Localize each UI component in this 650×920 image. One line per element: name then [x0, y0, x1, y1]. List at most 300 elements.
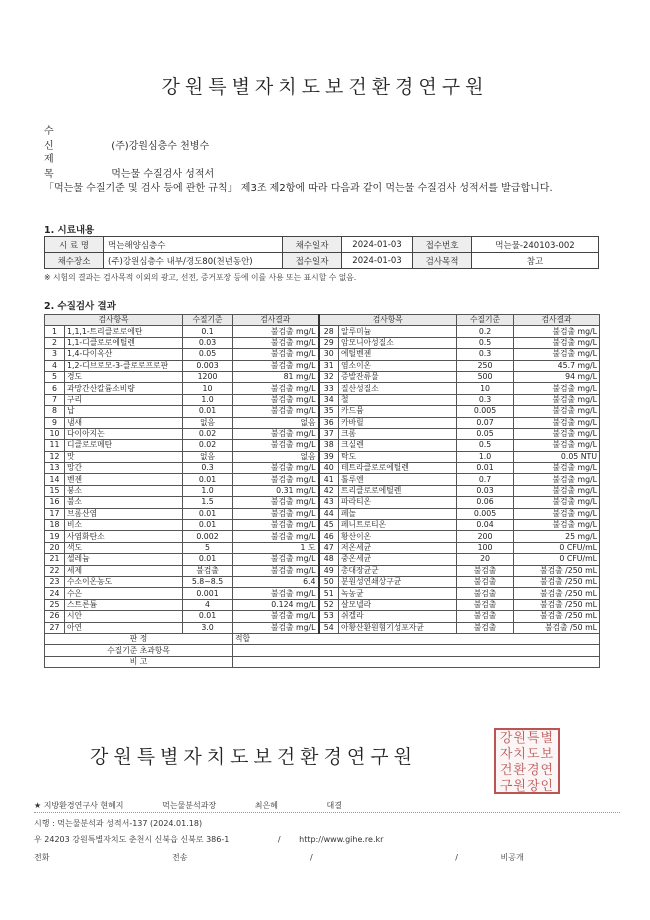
table-row	[45, 349, 600, 360]
item-no: 8	[45, 406, 65, 417]
table-row	[45, 394, 600, 405]
item-result: 0.05 NTU	[514, 451, 600, 462]
sample-info-row	[45, 237, 599, 253]
item-no: 18	[45, 520, 65, 531]
footer-sep: /	[277, 835, 281, 844]
item-standard: 5.8~8.5	[183, 576, 233, 587]
info-cell: 2024-01-03	[342, 237, 413, 253]
item-no: 19	[45, 531, 65, 542]
table-row	[45, 576, 600, 587]
subject-value: 먹는물 수질검사 성적서	[111, 169, 215, 180]
item-name: 저온세균	[339, 542, 457, 553]
item-no: 36	[319, 417, 339, 428]
footer-fax-label: 전송	[172, 853, 188, 862]
item-result: 불검출 mg/L	[514, 497, 600, 508]
header-cell: 검사항목	[45, 315, 183, 326]
item-name: 카바릴	[339, 417, 457, 428]
header-cell: 수질기준	[183, 315, 233, 326]
item-name: 비소	[65, 520, 183, 531]
table-row	[45, 326, 600, 337]
seal-text: 구원장인	[499, 779, 555, 794]
item-name: 중온세균	[339, 554, 457, 565]
official-seal-stamp	[494, 728, 560, 794]
item-standard: 10	[457, 383, 514, 394]
item-result: 25 mg/L	[514, 531, 600, 542]
item-no: 11	[45, 440, 65, 451]
item-no: 23	[45, 576, 65, 587]
table-row	[45, 360, 600, 371]
subject-label: 제 목	[44, 154, 72, 180]
item-standard: 250	[457, 360, 514, 371]
item-standard: 0.005	[457, 508, 514, 519]
item-name: 냄새	[65, 417, 183, 428]
item-standard: 0.001	[183, 588, 233, 599]
table-row	[45, 474, 600, 485]
summary-row	[45, 656, 600, 667]
info-cell: 2024-01-03	[342, 253, 413, 269]
signature-org: 강원특별자치도보건환경연구원	[90, 746, 417, 768]
item-result: 불검출 mg/L	[233, 440, 319, 451]
item-no: 20	[45, 542, 65, 553]
item-no: 29	[319, 337, 339, 348]
item-result: 없음	[233, 451, 319, 462]
item-no: 54	[319, 622, 339, 633]
info-cell: 채수일자	[283, 237, 342, 253]
header-cell: 검사결과	[233, 315, 319, 326]
item-name: 크롬	[339, 428, 457, 439]
info-cell: 먹는물-240103-002	[472, 237, 599, 253]
item-standard: 불검출	[457, 576, 514, 587]
item-standard: 0.3	[183, 463, 233, 474]
item-result: 불검출 mg/L	[514, 428, 600, 439]
table-row	[45, 428, 600, 439]
item-result: 불검출 mg/L	[514, 417, 600, 428]
info-cell: 접수일자	[283, 253, 342, 269]
item-result: 불검출 mg/L	[514, 394, 600, 405]
item-result: 불검출 mg/L	[514, 406, 600, 417]
item-no: 24	[45, 588, 65, 599]
item-result: 불검출 mg/L	[514, 508, 600, 519]
table-row	[45, 497, 600, 508]
item-result: 불검출 mg/L	[233, 497, 319, 508]
footer-address: 우 24203 강원특별자치도 춘천시 신북읍 신북로 386-1	[34, 835, 230, 844]
item-standard: 0.02	[183, 440, 233, 451]
item-no: 31	[319, 360, 339, 371]
summary-row	[45, 633, 600, 644]
item-no: 17	[45, 508, 65, 519]
item-no: 7	[45, 394, 65, 405]
item-name: 탁도	[339, 451, 457, 462]
item-name: 증발잔류물	[339, 371, 457, 382]
item-standard: 0.03	[183, 337, 233, 348]
table-row	[45, 337, 600, 348]
item-standard: 0.01	[183, 520, 233, 531]
info-cell: (주)강원심층수 내부/경도80(천년동안)	[104, 253, 283, 269]
item-standard: 3.0	[183, 622, 233, 633]
item-standard: 20	[457, 554, 514, 565]
item-result: 불검출 mg/L	[233, 337, 319, 348]
item-result: 불검출 /250 mL	[514, 565, 600, 576]
item-no: 27	[45, 622, 65, 633]
item-result: 0.31 mg/L	[233, 485, 319, 496]
item-name: 암모니아성질소	[339, 337, 457, 348]
item-no: 25	[45, 599, 65, 610]
item-standard: 10	[183, 383, 233, 394]
item-no: 40	[319, 463, 339, 474]
item-name: 쉬겔라	[339, 611, 457, 622]
footer-disclosure: 비공개	[500, 853, 524, 862]
item-name: 1,4-다이옥산	[65, 349, 183, 360]
table-row	[45, 485, 600, 496]
summary-label: 비 고	[45, 656, 233, 667]
item-result: 불검출 mg/L	[233, 565, 319, 576]
item-no: 45	[319, 520, 339, 531]
item-name: 붕소	[65, 485, 183, 496]
item-no: 12	[45, 451, 65, 462]
item-result: 불검출 mg/L	[233, 520, 319, 531]
item-standard: 0.05	[457, 428, 514, 439]
table-row	[45, 371, 600, 382]
item-result: 불검출 mg/L	[514, 383, 600, 394]
item-name: 분원성연쇄상구균	[339, 576, 457, 587]
intro-text: 「먹는물 수질기준 및 검사 등에 관한 규칙」 제3조 제2항에 따라 다음과 같이 먹는물 수질검사 성적서를 발급합니다.	[44, 183, 553, 194]
item-name: 셀레늄	[65, 554, 183, 565]
item-result: 0 CFU/mL	[514, 542, 600, 553]
item-standard: 불검출	[183, 565, 233, 576]
item-no: 53	[319, 611, 339, 622]
item-no: 5	[45, 371, 65, 382]
sample-info-row	[45, 253, 599, 269]
item-result: 불검출 /250 mL	[514, 576, 600, 587]
item-result: 불검출 mg/L	[514, 485, 600, 496]
header-cell: 검사항목	[319, 315, 457, 326]
footer-sep: /	[310, 853, 313, 862]
item-name: 벤젠	[65, 474, 183, 485]
item-no: 30	[319, 349, 339, 360]
table-row	[45, 588, 600, 599]
item-no: 48	[319, 554, 339, 565]
results-table	[44, 314, 600, 668]
item-standard: 0.01	[183, 406, 233, 417]
item-no: 1	[45, 326, 65, 337]
footer-line2: 시행 : 먹는물분석과 성적서-137 (2024.01.18)	[34, 819, 203, 828]
sample-info-table	[44, 236, 599, 269]
table-row	[45, 451, 600, 462]
item-no: 2	[45, 337, 65, 348]
item-result: 불검출 mg/L	[514, 349, 600, 360]
item-name: 망간	[65, 463, 183, 474]
footer-author: ★ 지방환경연구사 현혜지	[34, 801, 124, 810]
item-standard: 0.005	[457, 406, 514, 417]
table-row	[45, 531, 600, 542]
recipient-label: 수 신	[44, 126, 72, 152]
item-result: 94 mg/L	[514, 371, 600, 382]
item-name: 맛	[65, 451, 183, 462]
item-standard: 4	[183, 599, 233, 610]
item-result: 6.4	[233, 576, 319, 587]
item-name: 다이아지논	[65, 428, 183, 439]
item-result: 0.124 mg/L	[233, 599, 319, 610]
item-name: 수은	[65, 588, 183, 599]
item-standard: 100	[457, 542, 514, 553]
item-result: 1 도	[233, 542, 319, 553]
recipient-row	[44, 122, 209, 152]
item-result: 불검출 mg/L	[233, 531, 319, 542]
table-row	[45, 417, 600, 428]
item-result: 불검출 mg/L	[233, 463, 319, 474]
item-name: 경도	[65, 371, 183, 382]
item-no: 13	[45, 463, 65, 474]
item-result: 0 CFU/mL	[514, 554, 600, 565]
item-name: 카드뮴	[339, 406, 457, 417]
item-result: 불검출 /250 mL	[514, 611, 600, 622]
summary-value	[233, 645, 600, 656]
item-no: 33	[319, 383, 339, 394]
item-name: 파라티온	[339, 497, 457, 508]
item-name: 녹농균	[339, 588, 457, 599]
item-no: 52	[319, 599, 339, 610]
item-no: 14	[45, 474, 65, 485]
header-cell: 수질기준	[457, 315, 514, 326]
item-name: 1,1-디클로로에틸렌	[65, 337, 183, 348]
item-standard: 1.0	[183, 485, 233, 496]
footer-dept-head: 먹는물분석과장	[162, 801, 217, 810]
item-result: 45.7 mg/L	[514, 360, 600, 371]
item-standard: 5	[183, 542, 233, 553]
item-name: 총대장균군	[339, 565, 457, 576]
item-standard: 0.2	[457, 326, 514, 337]
item-no: 41	[319, 474, 339, 485]
item-name: 1,2-디브로모-3-클로로프로판	[65, 360, 183, 371]
section2-title: 2. 수질검사 결과	[44, 301, 116, 312]
item-standard: 0.7	[457, 474, 514, 485]
item-name: 트리클로로에틸렌	[339, 485, 457, 496]
item-result: 불검출 mg/L	[514, 326, 600, 337]
item-name: 수소이온농도	[65, 576, 183, 587]
item-no: 16	[45, 497, 65, 508]
item-name: 불소	[65, 497, 183, 508]
table-row	[45, 406, 600, 417]
seal-text: 건환경연	[499, 763, 555, 778]
info-cell: 채수장소	[45, 253, 104, 269]
item-no: 28	[319, 326, 339, 337]
table-row	[45, 440, 600, 451]
item-result: 불검출 mg/L	[233, 349, 319, 360]
item-name: 1,1,1-트리클로로에탄	[65, 326, 183, 337]
item-result: 불검출 mg/L	[233, 508, 319, 519]
item-name: 철	[339, 394, 457, 405]
footer-line1	[34, 800, 342, 811]
item-no: 47	[319, 542, 339, 553]
item-standard: 0.03	[457, 485, 514, 496]
item-standard: 0.05	[183, 349, 233, 360]
item-name: 크실렌	[339, 440, 457, 451]
item-result: 불검출 mg/L	[233, 474, 319, 485]
item-no: 49	[319, 565, 339, 576]
item-standard: 0.1	[183, 326, 233, 337]
item-name: 아황산환원혐기성포자균	[339, 622, 457, 633]
item-standard: 0.5	[457, 440, 514, 451]
summary-value: 적합	[233, 633, 600, 644]
summary-label: 판 정	[45, 633, 233, 644]
summary-value	[233, 656, 600, 667]
item-result: 불검출 mg/L	[514, 474, 600, 485]
item-no: 9	[45, 417, 65, 428]
item-standard: 0.01	[183, 508, 233, 519]
item-no: 43	[319, 497, 339, 508]
footer-line4	[34, 852, 524, 863]
item-name: 에틸벤젠	[339, 349, 457, 360]
item-no: 32	[319, 371, 339, 382]
table-row	[45, 463, 600, 474]
item-name: 페니트로티온	[339, 520, 457, 531]
item-name: 납	[65, 406, 183, 417]
item-name: 과망간산칼륨소비량	[65, 383, 183, 394]
item-result: 불검출 mg/L	[514, 337, 600, 348]
item-standard: 0.02	[183, 428, 233, 439]
item-standard: 500	[457, 371, 514, 382]
footer-line3	[34, 834, 383, 845]
seal-text: 자치도보	[499, 747, 555, 762]
results-header-row	[45, 315, 600, 326]
table-row	[45, 565, 600, 576]
footer-approver: 최은혜	[254, 801, 278, 810]
item-name: 스트론튬	[65, 599, 183, 610]
item-standard: 0.5	[457, 337, 514, 348]
section1-title: 1. 시료내용	[44, 225, 95, 236]
item-result: 불검출 mg/L	[233, 622, 319, 633]
item-result: 불검출 mg/L	[233, 394, 319, 405]
item-name: 색도	[65, 542, 183, 553]
usage-note: ※ 시험의 결과는 검사목적 이외의 광고, 선전, 증거포장 등에 이를 사용 또는 표시할 수 없음.	[44, 273, 357, 282]
footer-website-link[interactable]: http://www.gihe.re.kr	[299, 835, 384, 844]
item-standard: 0.3	[457, 349, 514, 360]
item-name: 살모넬라	[339, 599, 457, 610]
info-cell: 참고	[472, 253, 599, 269]
item-standard: 1.0	[457, 451, 514, 462]
footer-proxy: 대결	[326, 801, 342, 810]
item-name: 페놀	[339, 508, 457, 519]
summary-row	[45, 645, 600, 656]
item-no: 21	[45, 554, 65, 565]
item-standard: 1.0	[183, 394, 233, 405]
item-no: 35	[319, 406, 339, 417]
item-no: 51	[319, 588, 339, 599]
item-standard: 200	[457, 531, 514, 542]
item-result: 불검출 mg/L	[233, 588, 319, 599]
item-no: 44	[319, 508, 339, 519]
item-name: 알루미늄	[339, 326, 457, 337]
item-result: 불검출 mg/L	[233, 360, 319, 371]
item-name: 구리	[65, 394, 183, 405]
item-result: 불검출 mg/L	[233, 554, 319, 565]
item-standard: 0.01	[457, 463, 514, 474]
item-standard: 0.01	[183, 474, 233, 485]
item-no: 15	[45, 485, 65, 496]
info-cell: 먹는해양심층수	[104, 237, 283, 253]
item-standard: 없음	[183, 451, 233, 462]
item-standard: 0.01	[183, 611, 233, 622]
item-standard: 0.002	[183, 531, 233, 542]
item-no: 38	[319, 440, 339, 451]
summary-label: 수질기준 초과항목	[45, 645, 233, 656]
table-row	[45, 611, 600, 622]
table-row	[45, 622, 600, 633]
item-result: 81 mg/L	[233, 371, 319, 382]
item-standard: 1200	[183, 371, 233, 382]
table-row	[45, 599, 600, 610]
info-cell: 검사목적	[413, 253, 472, 269]
info-cell: 접수번호	[413, 237, 472, 253]
item-standard: 불검출	[457, 599, 514, 610]
item-name: 염소이온	[339, 360, 457, 371]
item-result: 불검출 /50 mL	[514, 622, 600, 633]
item-name: 질산성질소	[339, 383, 457, 394]
item-result: 불검출 mg/L	[233, 326, 319, 337]
item-standard: 불검출	[457, 611, 514, 622]
table-row	[45, 383, 600, 394]
subject-row	[44, 150, 214, 180]
item-no: 22	[45, 565, 65, 576]
item-name: 시안	[65, 611, 183, 622]
item-result: 없음	[233, 417, 319, 428]
info-cell: 시 료 명	[45, 237, 104, 253]
item-result: 불검출 mg/L	[233, 428, 319, 439]
item-result: 불검출 /250 mL	[514, 599, 600, 610]
item-standard: 0.04	[457, 520, 514, 531]
item-result: 불검출 mg/L	[233, 383, 319, 394]
item-name: 아연	[65, 622, 183, 633]
table-row	[45, 542, 600, 553]
item-no: 46	[319, 531, 339, 542]
item-result: 불검출 /250 mL	[514, 588, 600, 599]
item-result: 불검출 mg/L	[514, 520, 600, 531]
item-standard: 불검출	[457, 622, 514, 633]
page-title: 강원특별자치도보건환경연구원	[161, 76, 489, 98]
item-result: 불검출 mg/L	[233, 611, 319, 622]
item-name: 브롬산염	[65, 508, 183, 519]
item-result: 불검출 mg/L	[233, 406, 319, 417]
item-no: 37	[319, 428, 339, 439]
item-result: 불검출 mg/L	[514, 463, 600, 474]
item-standard: 0.3	[457, 394, 514, 405]
footer-sep: /	[455, 853, 458, 862]
item-standard: 0.06	[457, 497, 514, 508]
footer-phone-label: 전화	[34, 853, 50, 862]
footer-divider	[34, 812, 620, 813]
item-standard: 불검출	[457, 565, 514, 576]
item-standard: 0.01	[183, 554, 233, 565]
item-no: 26	[45, 611, 65, 622]
table-row	[45, 508, 600, 519]
seal-text: 강원특별	[499, 731, 555, 746]
item-name: 세제	[65, 565, 183, 576]
item-standard: 없음	[183, 417, 233, 428]
table-row	[45, 520, 600, 531]
item-standard: 1.5	[183, 497, 233, 508]
item-standard: 불검출	[457, 588, 514, 599]
item-name: 황산이온	[339, 531, 457, 542]
item-name: 톨루엔	[339, 474, 457, 485]
item-name: 디클로로메탄	[65, 440, 183, 451]
item-no: 39	[319, 451, 339, 462]
recipient-value: (주)강원심층수 천병수	[111, 141, 210, 152]
item-name: 사염화탄소	[65, 531, 183, 542]
item-no: 42	[319, 485, 339, 496]
item-no: 50	[319, 576, 339, 587]
item-no: 6	[45, 383, 65, 394]
header-cell: 검사결과	[514, 315, 600, 326]
